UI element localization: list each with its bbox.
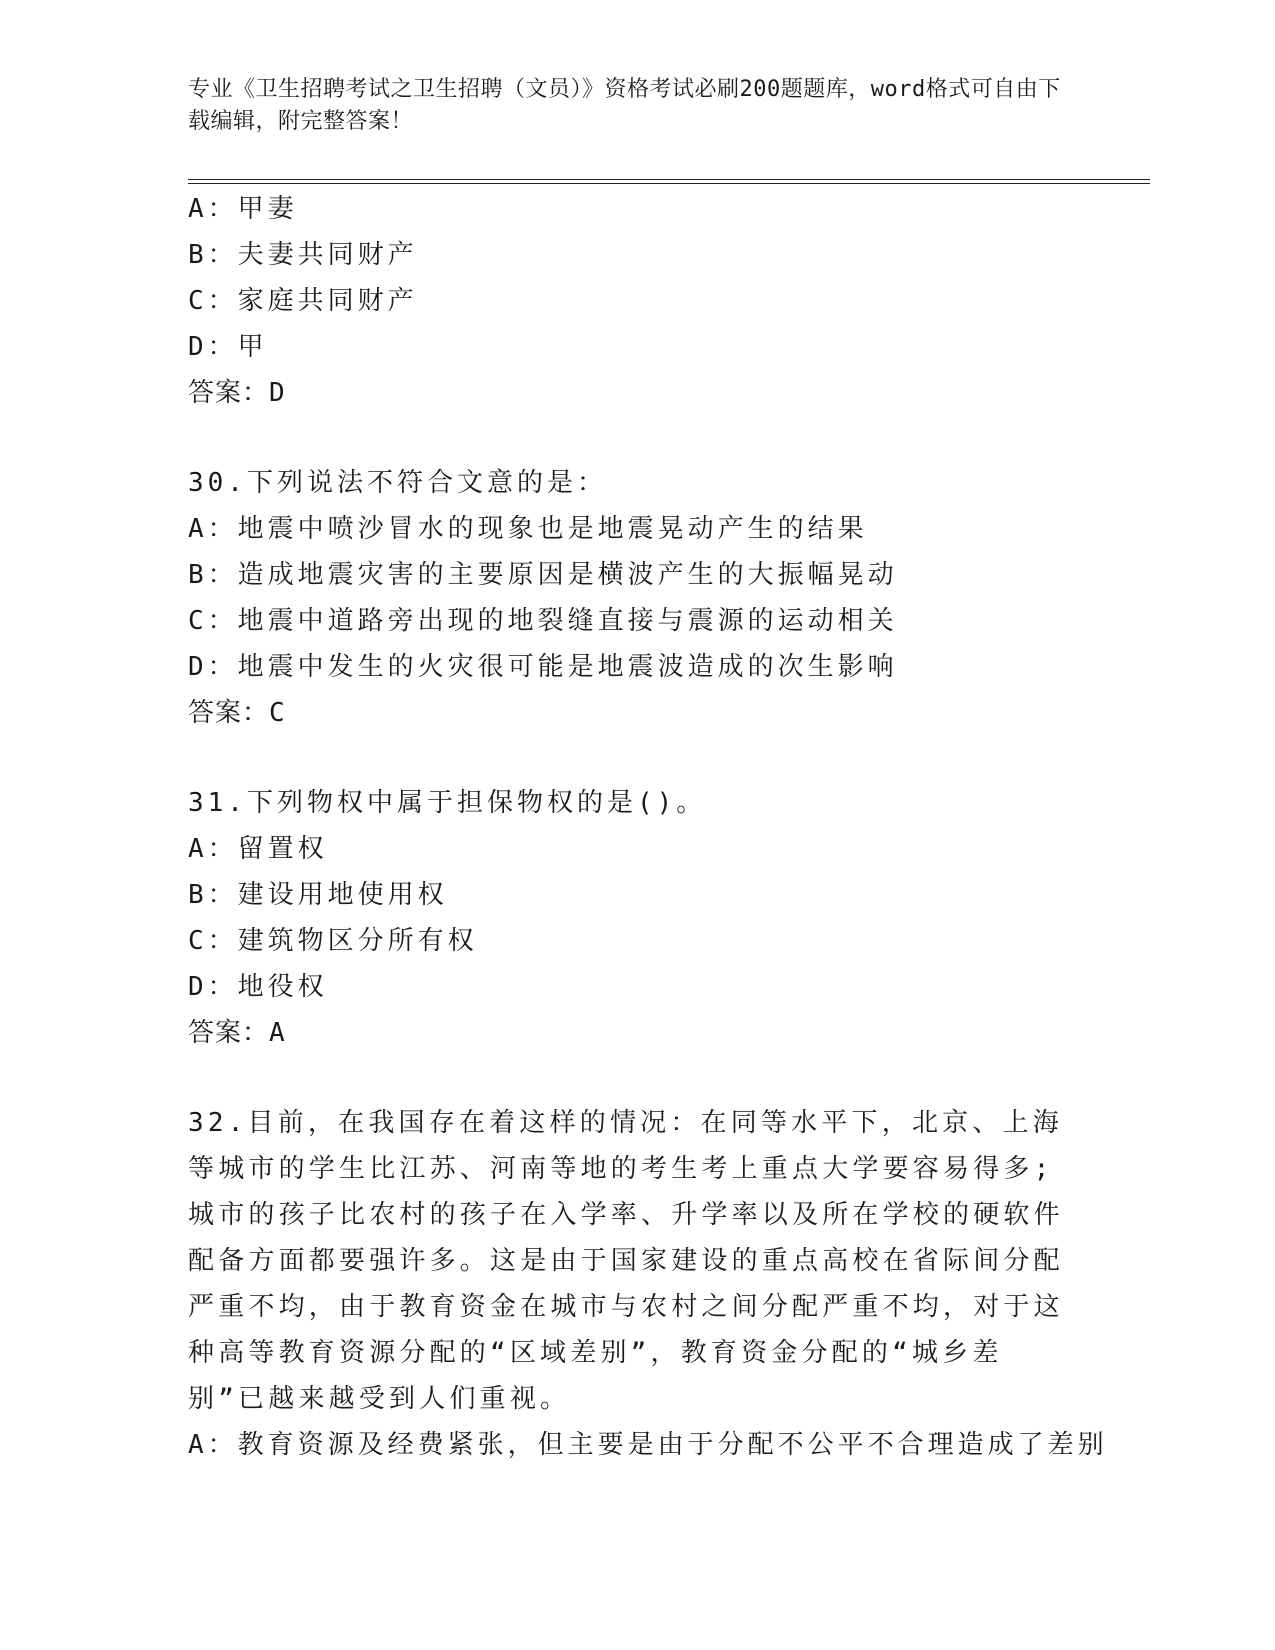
answer: 答案：C	[188, 698, 286, 728]
option-a: A：地震中喷沙冒水的现象也是地震晃动产生的结果	[188, 514, 868, 544]
option-c: C：建筑物区分所有权	[188, 926, 478, 956]
document-header	[188, 74, 1068, 138]
question-stem: 32.目前，在我国存在着这样的情况：在同等水平下，北京、上海等城市的学生比江苏、河南等地的考生考上重点大学要容易得多;城市的孩子比农村的孩子在入学率、升学率以及所在学校的硬软件配备方面都要强许多。这是由于国家建设的重点高校在省际间分配严重不均，由于教育资金在城市与农村之间分配严重不均，对于这种高等教育资源分配的“区域差别”，教育资金分配的“城乡差别”已越来越受到人们重视。	[188, 1108, 1064, 1414]
option-d: D：地震中发生的火灾很可能是地震波造成的次生影响	[188, 652, 898, 682]
option-b: B：夫妻共同财产	[188, 240, 418, 270]
question-31	[188, 780, 1078, 1056]
question-29	[188, 186, 1078, 416]
answer: 答案：D	[188, 378, 286, 408]
option-d: D：地役权	[188, 972, 328, 1002]
option-c: C：地震中道路旁出现的地裂缝直接与震源的运动相关	[188, 606, 898, 636]
question-32	[188, 1100, 1108, 1468]
question-stem: 31.下列物权中属于担保物权的是()。	[188, 788, 707, 818]
spacer	[188, 416, 1078, 460]
header-divider-bottom	[188, 183, 1150, 184]
answer: 答案：A	[188, 1018, 286, 1048]
option-a: A：教育资源及经费紧张，但主要是由于分配不公平不合理造成了差别	[188, 1430, 1108, 1460]
option-b: B：建设用地使用权	[188, 880, 448, 910]
question-30	[188, 460, 1078, 736]
option-a: A：留置权	[188, 834, 328, 864]
header-title: 专业《卫生招聘考试之卫生招聘（文员）》资格考试必刷200题题库，word格式可自由下载编辑，附完整答案！	[188, 77, 1061, 134]
option-d: D：甲	[188, 332, 268, 362]
question-stem: 30.下列说法不符合文意的是：	[188, 468, 607, 498]
option-a: A：甲妻	[188, 194, 298, 224]
option-c: C：家庭共同财产	[188, 286, 418, 316]
option-b: B：造成地震灾害的主要原因是横波产生的大振幅晃动	[188, 560, 898, 590]
spacer	[188, 736, 1078, 780]
question-content	[188, 186, 1108, 1468]
header-divider-top	[188, 179, 1150, 180]
spacer	[188, 1056, 1078, 1100]
